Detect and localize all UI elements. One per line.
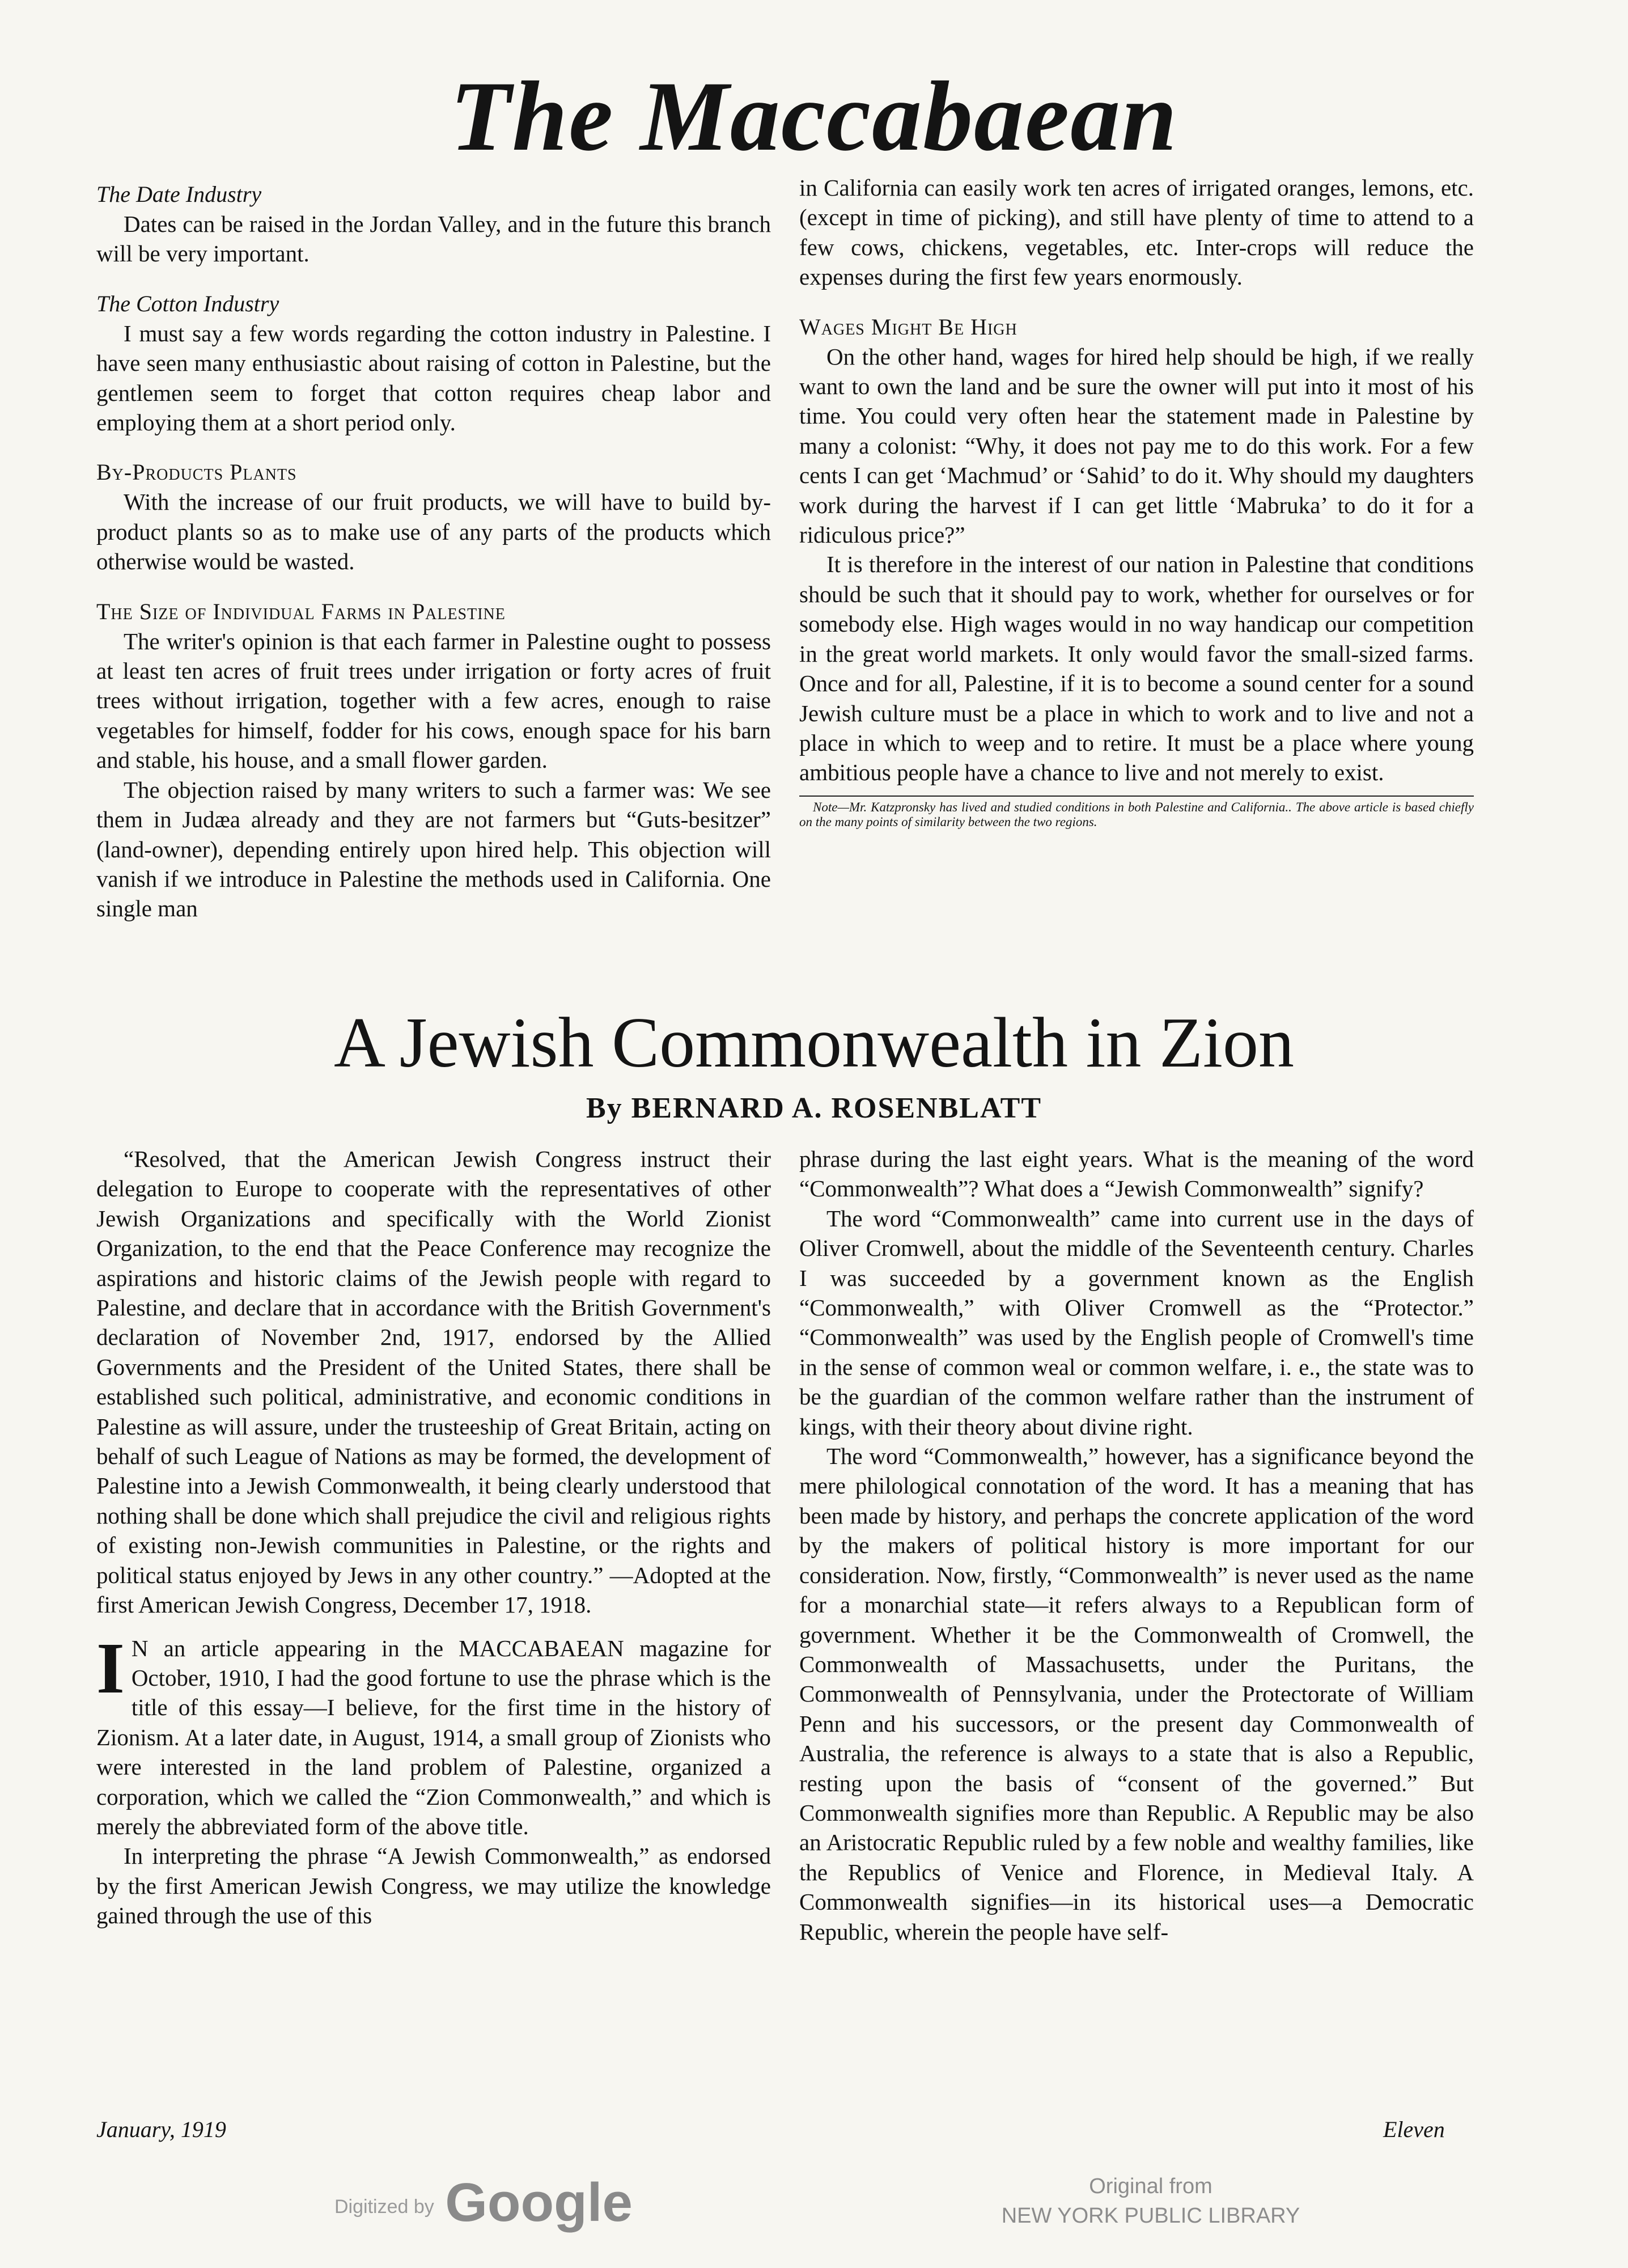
bottom-right-column — [799, 1144, 1474, 1947]
paragraph: phrase during the last eight years. What is the meaning of the word “Commonwealth”? What does a “Jewish Commonwealth” signify? — [799, 1146, 1474, 1202]
paragraph: The writer's opinion is that each farmer in Palestine ought to possess at least ten acres of fruit trees under irrigation or forty acres of fruit trees without irrigation, together with a few acres, enough to raise vegetables for himself, fodder for his cows, enough space for his barn and stable, his house, and a small flower garden. — [96, 628, 771, 773]
masthead: The Maccabaean — [450, 61, 1178, 172]
paragraph: The objection raised by many writers to such a farmer was: We see them in Judæa already and they are not farmers but “Guts-besitzer” (land-owner), depending entirely upon hired help. This objection will vanish if we introduce in Palestine the methods used in California. One single man — [96, 776, 771, 922]
section-heading: The Cotton Industry — [96, 290, 279, 316]
top-left-column — [96, 173, 771, 924]
digitized-by-text: Digitized by — [334, 2196, 434, 2218]
bottom-left-column — [96, 1144, 771, 1931]
paragraph: I must say a few words regarding the cotton industry in Palestine. I have seen many enthusiastic about raising of cotton in Palestine, but the gentlemen seem to forget that cotton requires cheap labor and employing them at a short period only. — [96, 320, 771, 436]
digitized-by-label — [334, 2172, 633, 2234]
section-gap — [96, 1620, 771, 1634]
paragraph: In interpreting the phrase “A Jewish Commonwealth,” as endorsed by the first American Jewish Congress, we may utilize the knowledge gained through the use of this — [96, 1843, 771, 1929]
section-heading: By-Products Plants — [96, 459, 297, 485]
paragraph: in California can easily work ten acres of irrigated oranges, lemons, etc. (except in time of picking), and still have plenty of time to attend to a few cows, chickens, vegetables, etc. Inter-crops will reduce the expenses during the first few years enormously. — [799, 175, 1474, 290]
section-heading: Wages Might Be High — [799, 314, 1018, 340]
page-number: Eleven — [1383, 2117, 1445, 2142]
paragraph: With the increase of our fruit products, we will have to build by-product plants so as to make use of any parts of the products which otherwise would be wasted. — [96, 489, 771, 575]
section-heading: The Date Industry — [96, 181, 262, 207]
paragraph: I N an article appearing in the MACCABAEAN magazine for October, 1910, I had the good fortune to use the phrase which is the title of this essay—I believe, for the first time in the history of Zionism. At a later date, in August, 1914, a small group of Zionists who were interested in the land problem of Palestine, organized a corporation, which we called the “Zion Commonwealth,” and which is merely the abbreviated form of the above title. — [96, 1627, 771, 1839]
paragraph: Dates can be raised in the Jordan Valley, and in the future this branch will be very important. — [96, 211, 771, 267]
section-gap — [799, 292, 1474, 306]
paragraph: The word “Commonwealth,” however, has a significance beyond the mere philological connotation of the word. It has a meaning that has been made by history, and perhaps the concrete application of the word by the makers of political history is more important for our consideration. Now, firstly, “Commonwealth” is never used as the name for a monarchial state—it refers always to a Republican form of government. Whether it be the Commonwealth of Cromwell, the Commonwealth of Massachusetts, under the Puritans, the Commonwealth of Pennsylvania, under the Protectorate of William Penn and his successors, or the present day Commonwealth of Australia, the reference is always to a state that is also a Republic, resting upon the basis of “consent of the governed.” But Commonwealth signifies more than Republic. A Republic may be also an Aristocratic Republic ruled by a few noble and wealthy families, like the Republics of Venice and Florence, in Medieval Italy. A Commonwealth signifies—in its historical uses—a Democratic Republic, wherein the people have self- — [799, 1443, 1474, 1945]
paragraph: It is therefore in the interest of our nation in Palestine that conditions should be such that it should pay to work, whether for ourselves or for somebody else. High wages would in no way handicap our competition in the great world markets. It only would favor the small-sized farms. Once and for all, Palestine, if it is to become a sound center for a sound Jewish culture must be a place in which to work and to live and not a place in which to weep and to retire. It must be a place where young ambitious people have a chance to live and not merely to exist. — [799, 551, 1474, 786]
original-from-label — [918, 2172, 1383, 2231]
author-note: Note—Mr. Katzpronsky has lived and studied conditions in both Palestine and California.. The above article is based chiefly on the many points of similarity between the two regions. — [799, 796, 1474, 830]
paragraph: “Resolved, that the American Jewish Congress instruct their delegation to Europe to cooperate with the representatives of other Jewish Organizations and specifically with the World Zionist Organization, to the end that the Peace Conference may recognize the aspirations and historic claims of the Jewish people with regard to Palestine, and declare that in accordance with the British Government's declaration of November 2nd, 1917, endorsed by the Allied Governments and the President of the United States, there shall be established such political, administrative, and economic conditions in Palestine as will assure, under the trusteeship of Great Britain, acting on behalf of such League of Nations as may be formed, the development of Palestine into a Jewish Commonwealth, it being clearly understood that nothing shall be done which shall prejudice the civil and religious rights of existing non-Jewish communities in Palestine, or the rights and political status enjoyed by Jews in any other country.” —Adopted at the first American Jewish Congress, December 17, 1918. — [96, 1146, 771, 1618]
section-gap — [96, 437, 771, 451]
paragraph: The word “Commonwealth” came into current use in the days of Oliver Cromwell, about the middle of the Seventeenth century. Charles I was succeeded by a government known as the English “Commonwealth,” with Oliver Cromwell as the “Protector.” “Commonwealth” was used by the English people of Cromwell's time in the sense of common weal or common welfare, i. e., the state was to be the guardian of the common welfare rather than the instrument of kings, with their theory about divine right. — [799, 1205, 1474, 1440]
drop-cap: I — [96, 1627, 125, 1708]
section-heading: The Size of Individual Farms in Palestine — [96, 598, 506, 624]
section-gap — [96, 269, 771, 282]
issue-date: January, 1919 — [96, 2117, 226, 2142]
library-name: NEW YORK PUBLIC LIBRARY — [1001, 2204, 1300, 2228]
article-title: A Jewish Commonwealth in Zion — [334, 1004, 1294, 1082]
google-logo: Google — [445, 2172, 633, 2233]
original-from-text: Original from — [1089, 2174, 1212, 2198]
paragraph: On the other hand, wages for hired help should be high, if we really want to own the land and be sure the owner will put into it most of his time. You could very often hear the statement made in Palestine by many a colonist: “Why, it does not pay me to do this work. For a few cents I can get ‘Machmud’ or ‘Sahid’ to do it. Why should my daughters work during the harvest if I can get little ‘Mabruka’ to do it for a ridiculous price?” — [799, 343, 1474, 548]
byline: By BERNARD A. ROSENBLATT — [586, 1092, 1042, 1124]
top-right-column — [799, 173, 1474, 830]
section-gap — [96, 577, 771, 590]
